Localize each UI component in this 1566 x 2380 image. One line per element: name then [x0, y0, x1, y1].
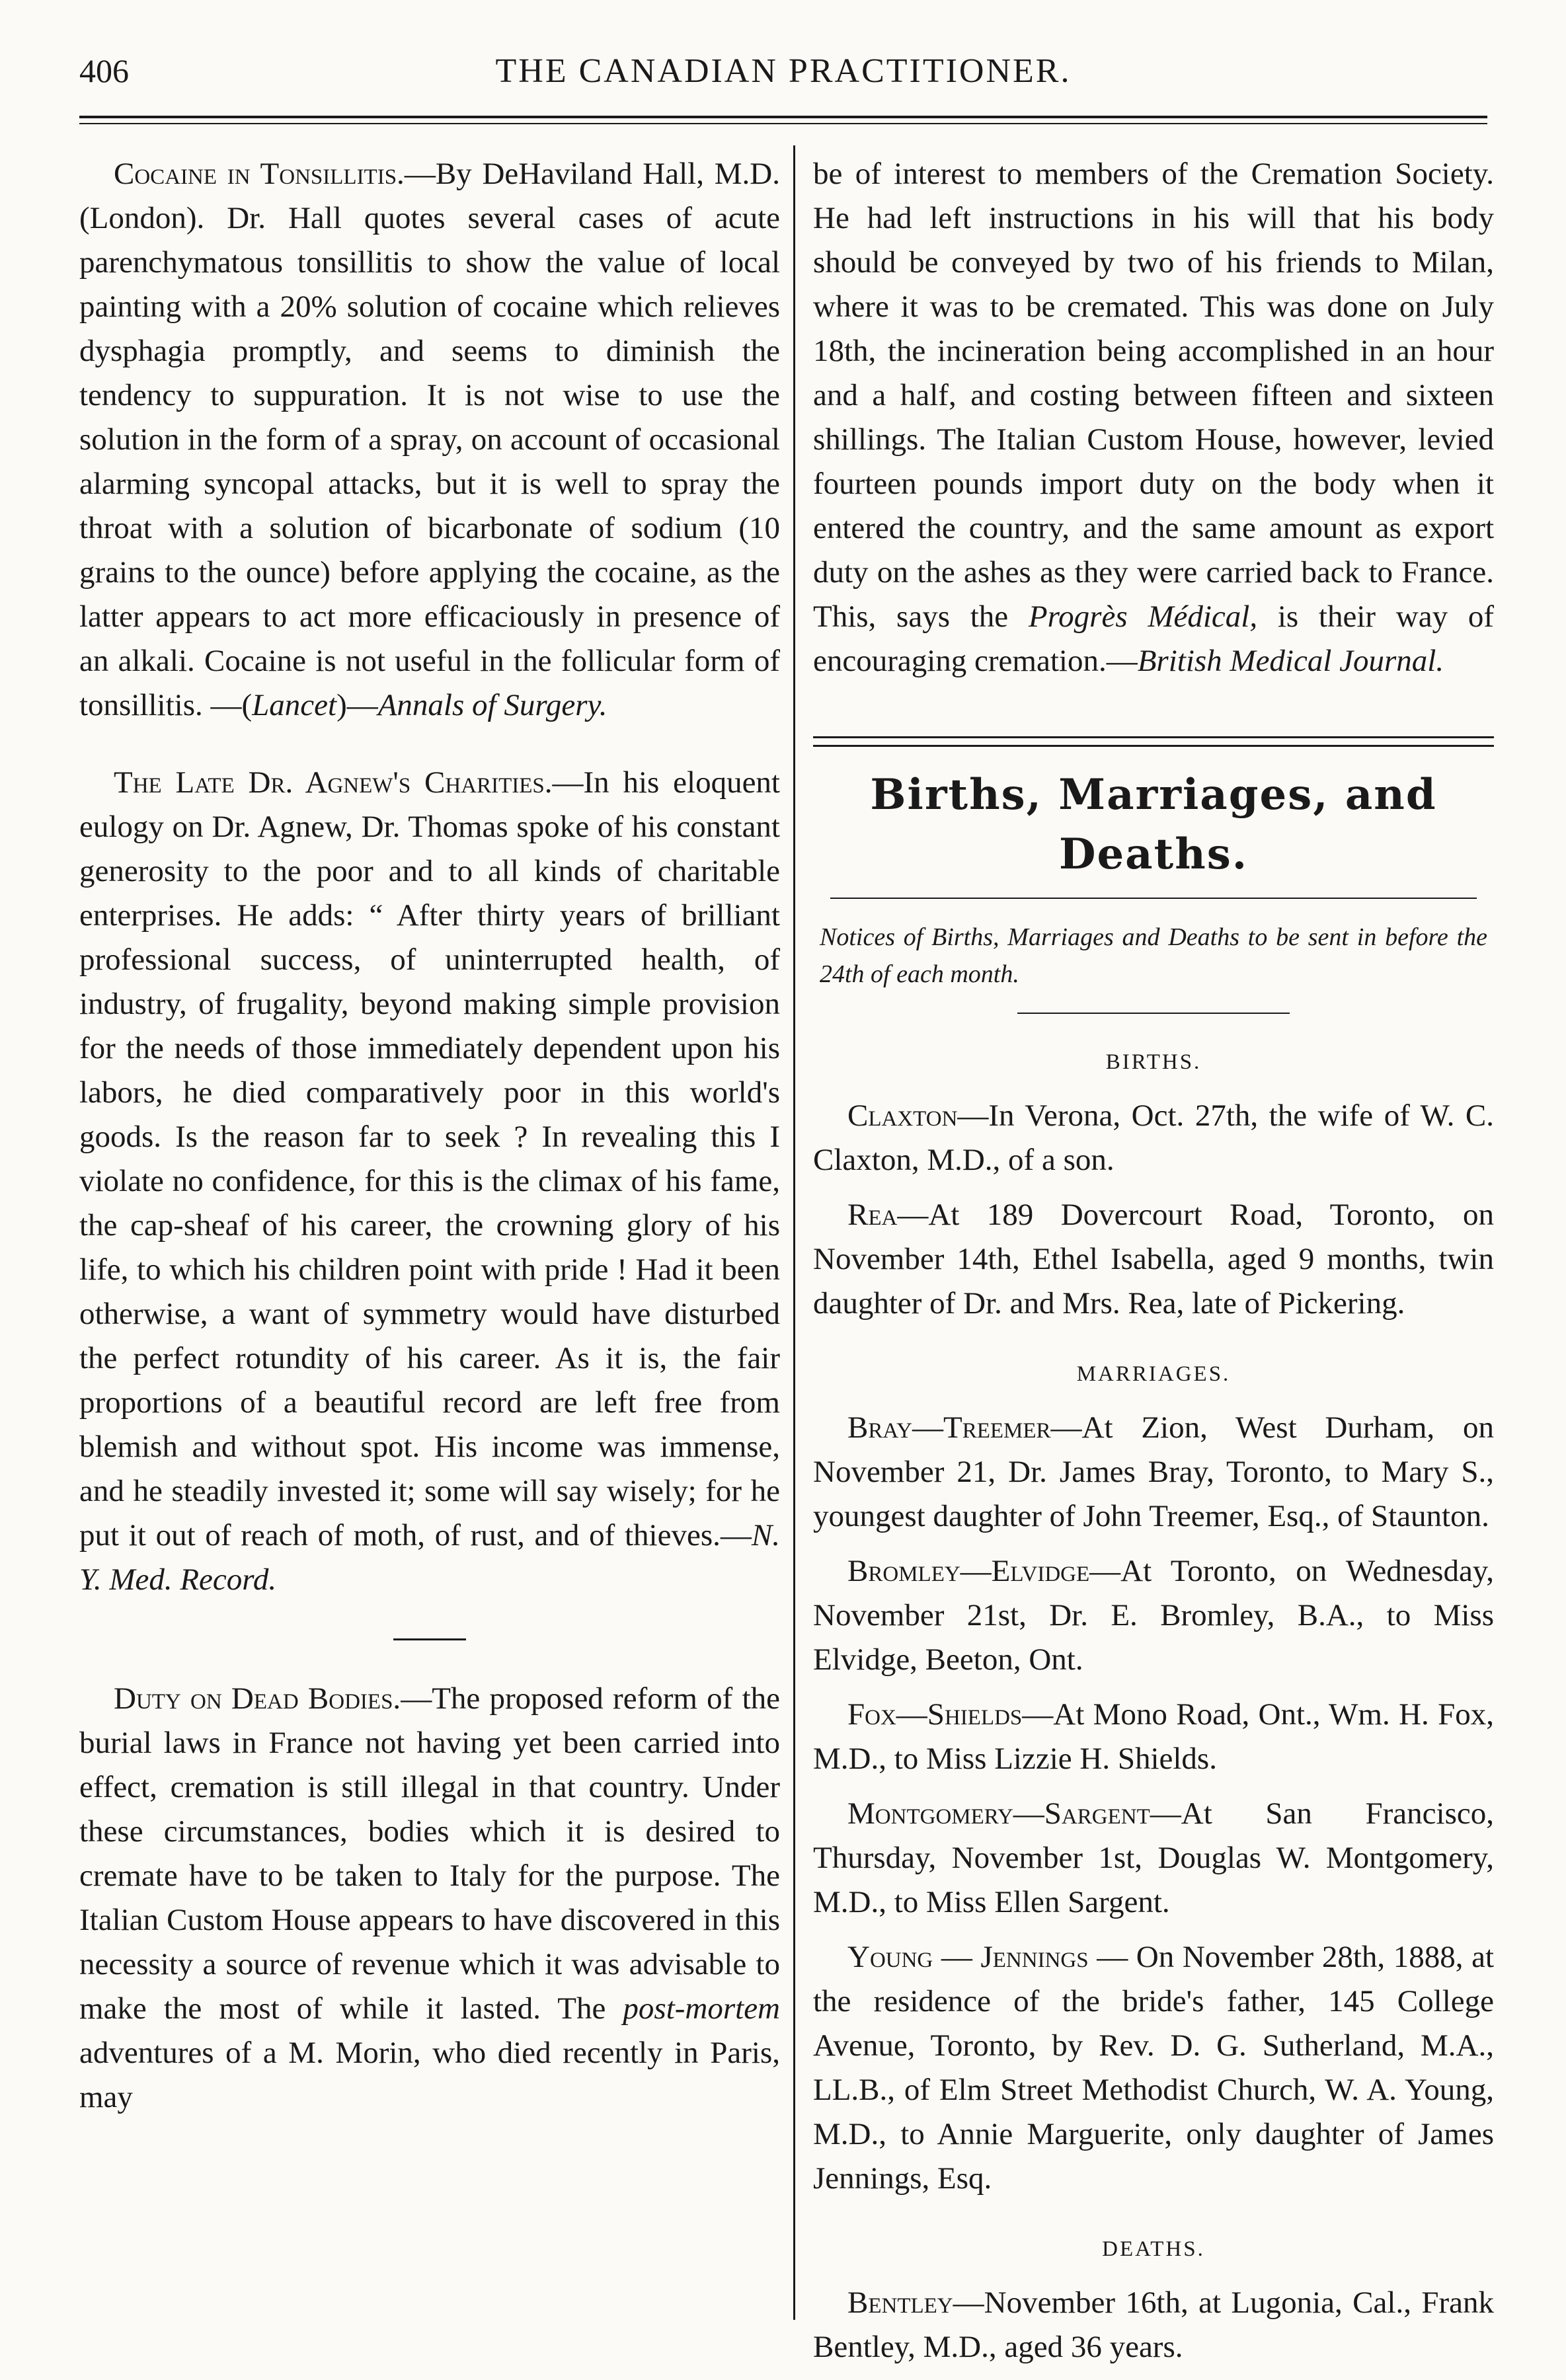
article-body: be of interest to members of the Cremation Society. He had left instructions in his will that his body should be conveyed by two of his friends to Milan, where it was to be cremated. This was done on July 18th, the incineration being accomplished in an hour and a half, and costing between fifteen and sixteen shillings. The Italian Custom House, however, levied fourteen pounds import duty on the body when it entered the country, and the same amount as export duty on the ashes as they were carried back to France. This, says the — [813, 157, 1494, 634]
birth-entry — [813, 1193, 1494, 1326]
entry-name: Claxton — [847, 1098, 958, 1133]
marriage-entry — [813, 1935, 1494, 2201]
entry-text: —At San Francisco, Thursday, November 1st, Douglas W. Montgomery, M.D., to Miss Ellen Sargent. — [813, 1796, 1494, 1919]
article-body: —By DeHaviland Hall, M.D. (London). Dr. Hall quotes several cases of acute parenchymatous tonsillitis to show the value of local painting with a 20% solution of cocaine which relieves dysphagia promptly, and seems to diminish the tendency to suppuration. It is not wise to use the solution in the form of a spray, on account of occasional alarming syncopal attacks, but it is well to spray the throat with a solution of bicarbonate of sodium (10 grains to the ounce) before applying the cocaine, as the latter appears to act more efficaciously in presence of an alkali. Cocaine is not useful in the follicular form of tonsillitis. —( — [79, 157, 780, 722]
column-divider — [793, 145, 795, 2320]
section-title: Births, Marriages, and Deaths. — [870, 770, 1437, 879]
source-citation: British Medical Journal. — [1137, 644, 1444, 678]
punctuation: )— — [336, 688, 378, 722]
section-double-rule — [813, 736, 1494, 747]
article-heading: Cocaine in Tonsillitis. — [114, 157, 405, 191]
death-entry — [813, 2281, 1494, 2369]
right-column — [813, 152, 1494, 2380]
page-header — [79, 52, 1487, 104]
entry-text: — On November 28th, 1888, at the residence of the bride's father, 145 College Avenue, Toronto, by Rev. D. G. Sutherland, M.A., LL.B., of Elm Street Methodist Church, W. A. Young, M.D., to Annie Marguerite, only daughter of James Jennings, Esq. — [813, 1940, 1494, 2196]
entry-text: —At Mono Road, Ont., Wm. H. Fox, M.D., to Miss Lizzie H. Shields. — [813, 1697, 1494, 1776]
marriage-entry — [813, 1549, 1494, 1682]
left-column — [79, 152, 780, 2120]
entry-name: Bromley—Elvidge — [847, 1554, 1090, 1588]
notice-text: Notices of Births, Marriages and Deaths to be sent in before the 24th of each month. — [820, 923, 1487, 988]
thin-rule — [1017, 1013, 1290, 1014]
article-body: adventures of a M. Morin, who died recently in Paris, may — [79, 2036, 780, 2114]
entry-text: —At Toronto, on Wednesday, November 21st, Dr. E. Bromley, B.A., to Miss Elvidge, Beeton, Ont. — [813, 1554, 1494, 1677]
italic-phrase: post-mortem — [623, 1991, 780, 2026]
page-number: 406 — [79, 52, 129, 89]
marriage-entry — [813, 1406, 1494, 1539]
thin-rule — [830, 898, 1477, 899]
marriage-entry — [813, 1693, 1494, 1781]
entry-name: Fox—Shields — [847, 1697, 1023, 1732]
birth-entry — [813, 1094, 1494, 1182]
entry-name: Bentley — [847, 2285, 953, 2320]
entry-name: Bray—Treemer — [847, 1410, 1051, 1445]
article-heading: Duty on Dead Bodies. — [114, 1681, 401, 1716]
entry-text: —At 189 Dovercourt Road, Toronto, on November 14th, Ethel Isabella, aged 9 months, twin daughter of Dr. and Mrs. Rea, late of Pickering. — [813, 1198, 1494, 1321]
header-rule-bottom — [79, 123, 1487, 124]
entry-text: —In Verona, Oct. 27th, the wife of W. C. Claxton, M.D., of a son. — [813, 1098, 1494, 1177]
source-citation: Annals of Surgery. — [377, 688, 607, 722]
source-citation: N. Y. Med. Record. — [79, 1518, 780, 1597]
entry-text: —At Zion, West Durham, on November 21, Dr. James Bray, Toronto, to Mary S., youngest daughter of John Treemer, Esq., of Staunton. — [813, 1410, 1494, 1533]
article-duty-continued — [813, 152, 1494, 683]
deaths-heading: DEATHS. — [1102, 2237, 1205, 2261]
entry-name: Young — Jennings — [847, 1940, 1089, 1974]
marriages-heading: MARRIAGES. — [1076, 1362, 1231, 1386]
header-rule-top — [79, 116, 1487, 118]
article-duty — [79, 1677, 780, 2120]
article-heading: The Late Dr. Agnew's Charities. — [114, 765, 553, 800]
marriage-entry — [813, 1792, 1494, 1925]
entry-name: Montgomery—Sargent — [847, 1796, 1150, 1831]
spacer — [79, 728, 780, 761]
article-agnew — [79, 761, 780, 1602]
journal-title: THE CANADIAN PRACTITIONER. — [495, 52, 1072, 90]
section-divider — [393, 1638, 466, 1640]
article-body: —The proposed reform of the burial laws in France not having yet been carried into effect, cremation is still illegal in that country. Under these circumstances, bodies which it is desired to cremate have to be taken to Italy for the purpose. The Italian Custom House appears to have discovered in this necessity a source of revenue which it was advisable to make the most of while it lasted. The — [79, 1681, 780, 2026]
entry-name: Rea — [847, 1198, 898, 1232]
article-body: is their way of encouraging cremation.— — [813, 599, 1495, 678]
source-citation: Lancet — [252, 688, 337, 722]
article-body: —In his eloquent eulogy on Dr. Agnew, Dr. Thomas spoke of his constant generosity to the poor and to all kinds of charitable enterprises. He adds: “ After thirty years of brilliant professional success, of uninterrupted health, of industry, of frugality, beyond making simple provision for the needs of those immediately dependent upon his labors, he died comparatively poor in this world's goods. Is the reason far to seek ? In revealing this I violate no confidence, for this is the climax of his fame, the cap-sheaf of his career, the crowning glory of his life, to which his children point with pride ! Had it been otherwise, a want of symmetry would have disturbed the perfect rotundity of his career. As it is, the fair proportions of a beautiful record are left free from blemish and without spot. His income was immense, and he steadily invested it; some will say wisely; for he put it out of reach of moth, of rust, and of thieves.— — [79, 765, 780, 1553]
article-cocaine — [79, 152, 780, 728]
births-heading: BIRTHS. — [1105, 1050, 1202, 1074]
entry-text: —November 16th, at Lugonia, Cal., Frank Bentley, M.D., aged 36 years. — [813, 2285, 1494, 2364]
italic-phrase: Progrès Médical, — [1028, 599, 1258, 634]
